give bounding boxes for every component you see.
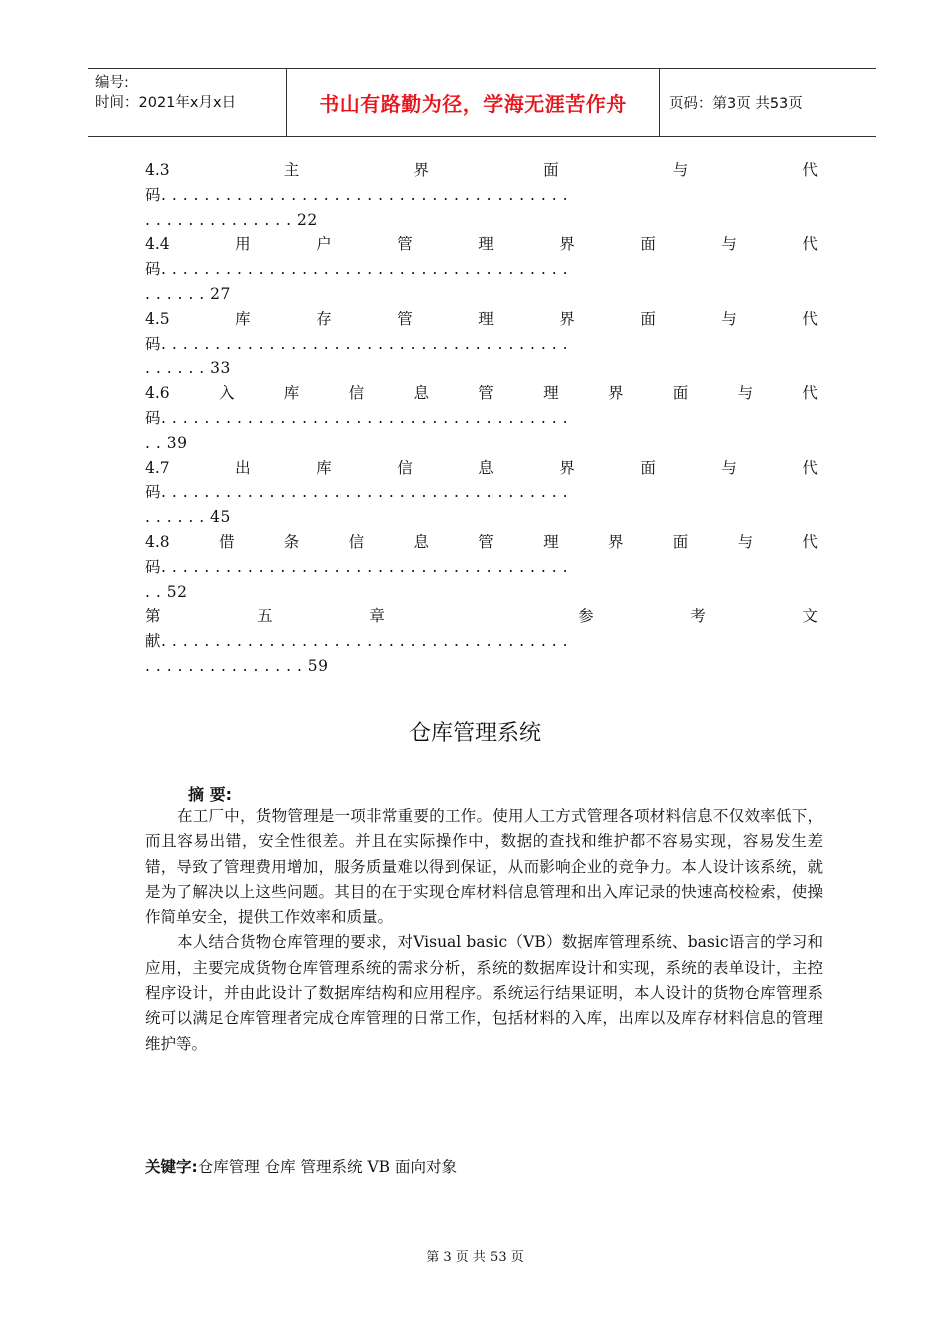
toc-entry-char: 与 [721,235,737,254]
toc-page-line: . . 52 [145,582,188,601]
toc-entry-char: 与 [737,532,754,551]
toc-entry-char: 面 [672,384,689,403]
toc-entry-char: 界 [607,384,624,403]
toc-page-line: . . . . . . 45 [145,508,231,527]
toc-entry-char: 用 [235,235,251,254]
toc-leader-line: 码. . . . . . . . . . . . . . . . . . . . . . . . . . . . . . . . . . . . . . [145,334,569,353]
toc-entry-number: 4.4 [145,235,170,254]
toc-entry-char: 界 [413,161,429,179]
toc-entry-char: 界 [559,235,575,254]
toc-entry-char: 理 [478,235,494,254]
toc-leader-line: 献. . . . . . . . . . . . . . . . . . . . . . . . . . . . . . . . . . . . . . [145,632,569,651]
document-title: 仓库管理系统 [408,721,541,746]
toc-entry-number: 4.6 [145,384,170,403]
abstract-body [145,804,823,1057]
toc-entry-char: 代 [802,384,818,403]
toc-heading-line [145,232,818,257]
toc-entry [145,530,818,604]
toc-heading-line [145,604,818,629]
toc-entry-char: 入 [218,384,235,403]
toc-entry-char: 与 [721,458,737,477]
toc-entry [145,456,818,530]
keywords-line [145,1155,457,1177]
toc-entry-char: 理 [478,309,494,328]
toc-leader-line: 码. . . . . . . . . . . . . . . . . . . . . . . . . . . . . . . . . . . . . . [145,557,569,576]
document-time-label: 时间：2021年x月x日 [95,95,237,111]
toc-entry-char: 代 [802,161,818,179]
header-motto: 书山有路勤为径，学海无涯苦作舟 [287,69,660,136]
toc-entry-char: 管 [478,384,494,403]
toc-entry-char: 库 [283,384,300,403]
toc-entry-char: 管 [397,309,413,328]
toc-entry-char: 信 [348,384,365,403]
toc-entry-char: 息 [413,532,429,551]
toc-entry-char: 代 [802,458,818,477]
abstract-label: 摘 要: [188,785,232,804]
page-header [88,68,876,137]
toc-entry-char: 界 [559,458,575,477]
table-of-contents [145,158,818,679]
toc-entry-char: 借 [218,532,235,551]
toc-page-line: . . . . . . 27 [145,284,231,303]
toc-entry-char: 面 [543,161,559,179]
toc-heading-line [145,307,818,332]
toc-page-line: . . 39 [145,433,188,452]
toc-entry-char: 参 [578,607,594,626]
keywords-text: 仓库管理 仓库 管理系统 VB 面向对象 [197,1158,457,1176]
toc-entry-char: 息 [478,458,494,477]
toc-entry-char: 文 [802,607,818,626]
toc-entry [145,232,818,306]
toc-leader-line: 码. . . . . . . . . . . . . . . . . . . . . . . . . . . . . . . . . . . . . . [145,185,569,204]
toc-entry-char: 管 [478,532,494,551]
toc-entry-char: 代 [802,235,818,254]
toc-heading-line [145,530,818,555]
toc-heading-line [145,381,818,406]
toc-entry-char: 界 [607,532,624,551]
toc-entry-char: 出 [235,458,251,477]
toc-entry-char: 与 [721,309,737,328]
toc-entry-char: 信 [397,458,413,477]
toc-entry [145,158,818,232]
toc-leader-line: 码. . . . . . . . . . . . . . . . . . . . . . . . . . . . . . . . . . . . . . [145,483,569,502]
toc-entry-char: 面 [640,235,656,254]
toc-entry-number: 4.3 [145,161,170,179]
toc-entry-char: 条 [283,532,300,551]
toc-entry-char: 考 [690,607,706,626]
header-page-label: 页码：第3页 共53页 [669,96,803,112]
toc-entry [145,307,818,381]
toc-entry-char: 章 [369,607,385,626]
document-number-label: 编号: [95,75,129,91]
toc-page-line: . . . . . . . . . . . . . . 22 [145,210,318,229]
toc-entry [145,381,818,455]
toc-entry-char: 理 [543,532,559,551]
toc-leader-line: 码. . . . . . . . . . . . . . . . . . . . . . . . . . . . . . . . . . . . . . [145,260,569,279]
toc-entry-number: 4.7 [145,458,170,477]
toc-entry-char: 库 [316,458,332,477]
toc-entry-char: 面 [640,458,656,477]
abstract-paragraph: 本人结合货物仓库管理的要求，对Visual basic（VB）数据库管理系统、basic语言的学习和应用，主要完成货物仓库管理系统的需求分析，系统的数据库设计和实现，系统的表单设计，主控程序设计，并由此设计了数据库结构和应用程序。系统运行结果证明，本人设计的货物仓库管理系统可以满足仓库管理者完成仓库管理的日常工作，包括材料的入库，出库以及库存材料信息的管理维护等。 [145,933,823,1053]
toc-entry-char: 存 [316,309,332,328]
abstract-paragraph: 在工厂中，货物管理是一项非常重要的工作。使用人工方式管理各项材料信息不仅效率低下，而且容易出错，安全性很差。并且在实际操作中，数据的查找和维护都不容易实现，容易发生差错，导致了管理费用增加，服务质量难以得到保证，从而影响企业的竞争力。本人设计该系统，就是为了解决以上这些问题。其目的在于实现仓库材料信息管理和出入库记录的快速高校检索，使操作简单安全，提供工作效率和质量。 [145,807,823,927]
toc-heading-line [145,456,818,481]
toc-leader-line: 码. . . . . . . . . . . . . . . . . . . . . . . . . . . . . . . . . . . . . . [145,408,569,427]
toc-entry-number: 4.8 [145,532,170,551]
toc-entry-char: 管 [397,235,413,254]
toc-entry-char: 面 [640,309,656,328]
toc-entry-number: 4.5 [145,309,170,328]
header-info-cell [88,69,287,136]
toc-entry-char: 面 [672,532,689,551]
toc-entry-char: 户 [316,235,332,254]
toc-entry-char: 代 [802,532,818,551]
toc-entry-char: 信 [348,532,365,551]
page-footer: 第 3 页 共 53 页 [426,1250,524,1265]
toc-entry-char: 代 [802,309,818,328]
toc-entry-char: 理 [543,384,559,403]
toc-entry [145,604,818,678]
toc-page-line: . . . . . . . . . . . . . . . 59 [145,656,329,675]
toc-entry-char: 五 [257,607,273,626]
toc-entry-char: 库 [235,309,251,328]
toc-entry-char: 息 [413,384,429,403]
toc-page-line: . . . . . . 33 [145,359,231,378]
keywords-label: 关键字: [145,1158,198,1176]
toc-heading-line [145,158,818,183]
toc-entry-char: 主 [283,161,300,179]
toc-entry-number: 第 [145,607,161,626]
toc-entry-char: 界 [559,309,575,328]
toc-entry-char: 与 [737,384,754,403]
toc-entry-char: 与 [672,161,689,179]
